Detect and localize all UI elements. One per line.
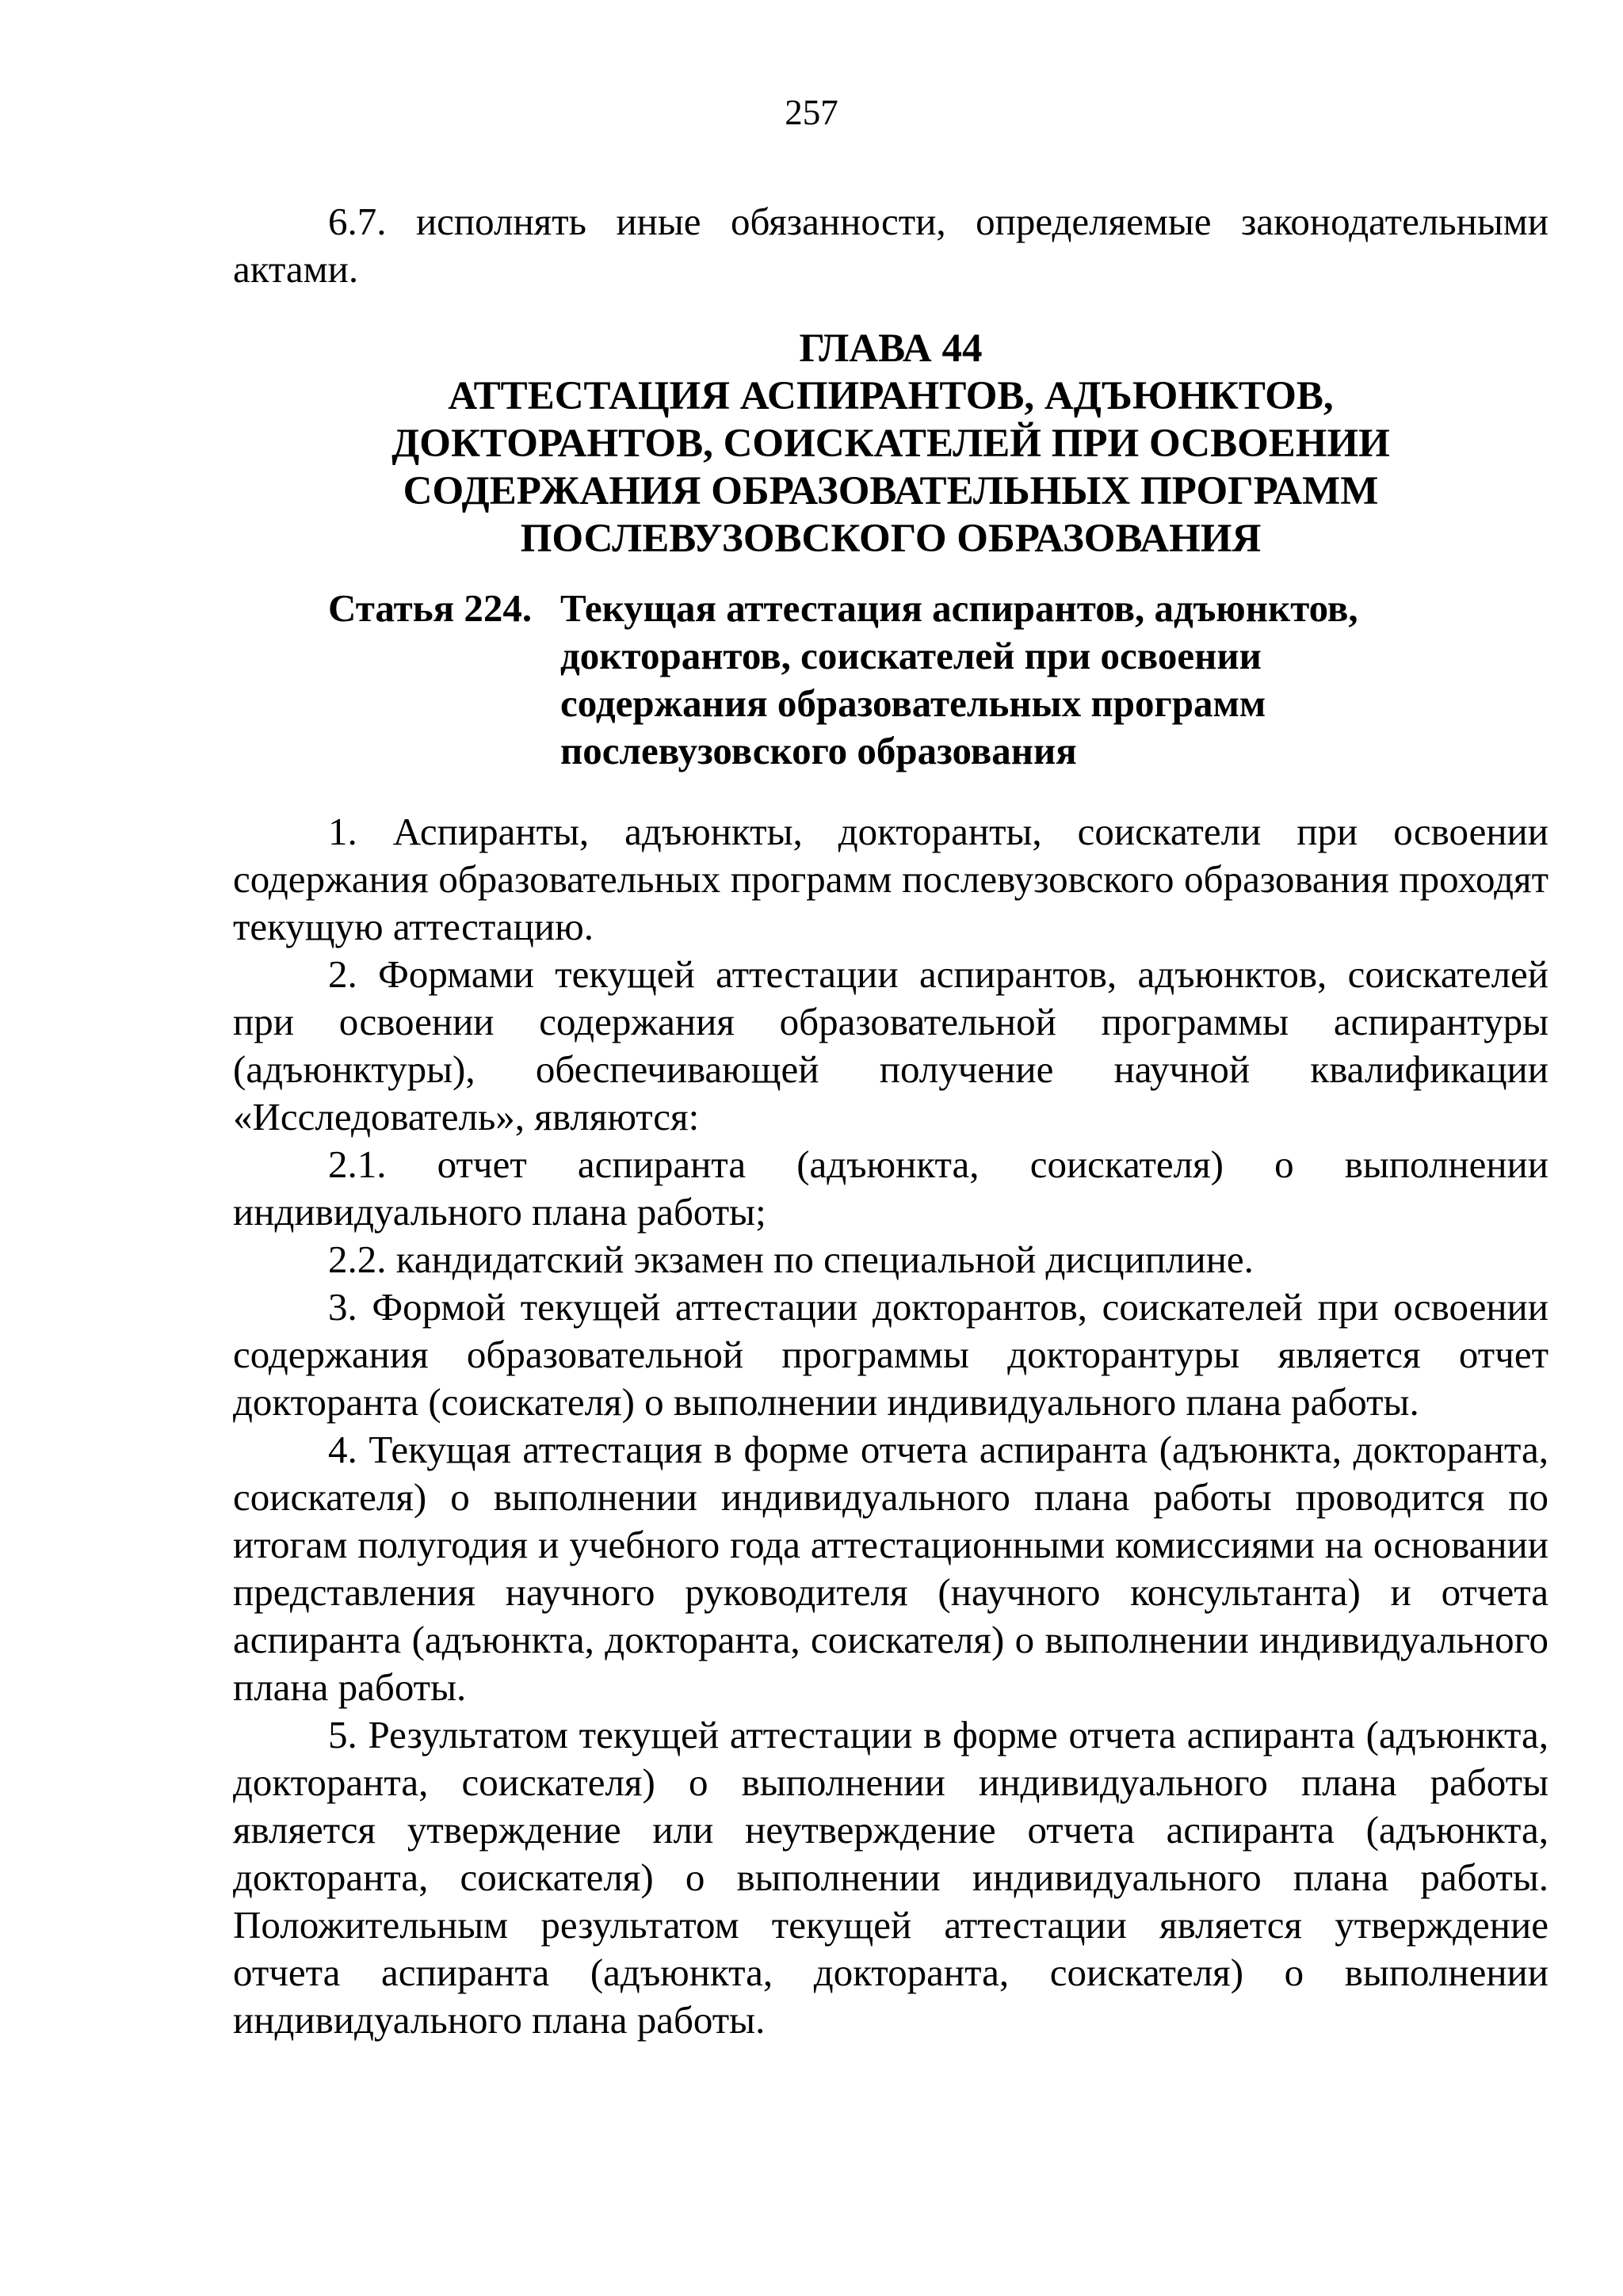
article-title-line: докторантов, соискателей при освоении (560, 634, 1262, 677)
chapter-title-line: ДОКТОРАНТОВ, СОИСКАТЕЛЕЙ ПРИ ОСВОЕНИИ (391, 421, 1390, 466)
paragraph-2: 2. Формами текущей аттестации аспирантов, адъюнктов, соискателей при освоении содержания образовательной программы аспирантуры (адъюнктуры), обеспечивающей получение научной квалификации «Исследователь», являются: (233, 952, 1549, 1138)
paragraph-4: 4. Текущая аттестация в форме отчета аспиранта (адъюнкта, докторанта, соискателя) о выполнении индивидуального плана работы проводится по итогам полугодия и учебного года аттестационными комиссиями на основании представления научного руководителя (научного консультанта) и отчета аспиранта (адъюнкта, докторанта, соискателя) о выполнении индивидуального плана работы. (233, 1428, 1549, 1709)
paragraph-5: 5. Результатом текущей аттестации в форме отчета аспиранта (адъюнкта, докторанта, соискателя) о выполнении индивидуального плана работы является утверждение или неутверждение отчета аспиранта (адъюнкта, докторанта, соискателя) о выполнении индивидуального плана работы. Положительным результатом текущей аттестации является утверждение отчета аспиранта (адъюнкта, докторанта, соискателя) о выполнении индивидуального плана работы. (233, 1713, 1549, 2042)
chapter-heading (233, 325, 1549, 563)
intro-paragraph: 6.7. исполнять иные обязанности, определяемые законодательными актами. (233, 200, 1549, 291)
chapter-label: ГЛАВА 44 (799, 326, 983, 371)
article-title-line: содержания образовательных программ (560, 681, 1266, 725)
chapter-title-line: ПОСЛЕВУЗОВСКОГО ОБРАЗОВАНИЯ (520, 517, 1262, 561)
paragraph-2-1: 2.1. отчет аспиранта (адъюнкта, соискателя) о выполнении индивидуального плана работы; (233, 1142, 1549, 1234)
article-title-line: Текущая аттестация аспирантов, адъюнктов, (560, 586, 1358, 630)
chapter-title-line: АТТЕСТАЦИЯ АСПИРАНТОВ, АДЪЮНКТОВ, (448, 374, 1334, 418)
chapter-title-line: СОДЕРЖАНИЯ ОБРАЗОВАТЕЛЬНЫХ ПРОГРАММ (403, 469, 1379, 513)
article-body (233, 808, 1549, 2044)
paragraph-2-2: 2.2. кандидатский экзамен по специальной дисциплине. (328, 1238, 1254, 1281)
article-title-line: послевузовского образования (560, 729, 1077, 772)
page-number: 257 (785, 93, 838, 132)
article-number: Статья 224. (328, 586, 533, 630)
article-title (560, 585, 1438, 775)
paragraph-1: 1. Аспиранты, адъюнкты, докторанты, соискатели при освоении содержания образовательных программ послевузовского образования проходят текущую аттестацию. (233, 810, 1549, 948)
article-heading (328, 585, 1438, 775)
paragraph-3: 3. Формой текущей аттестации докторантов, соискателей при освоении содержания образовательной программы докторантуры является отчет докторанта (соискателя) о выполнении индивидуального плана работы. (233, 1285, 1549, 1424)
intro-section (233, 198, 1549, 293)
